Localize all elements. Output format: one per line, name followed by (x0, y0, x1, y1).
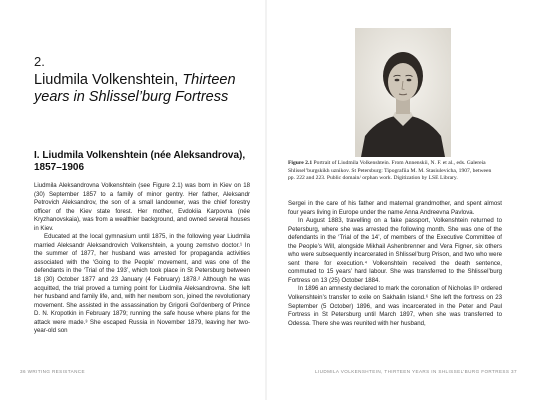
section-heading: I. Liudmila Volkenshtein (née Aleksandrova), 1857–1906 (34, 150, 246, 173)
chapter-title-italic: Thirteen years in Shlissel’burg Fortress (34, 72, 236, 105)
paragraph: In 1896 an amnesty declared to mark the coronation of Nicholas II⁵ ordered Volkenshtein’s transfer to exile on Sakhalin Island.⁶ She left the fortress on 23 September (5 October) 1896, and was incarcerated in the Peter and Paul Fortress in St Petersburg until March 1897, when she was transferred to Odessa. There she was reunited with her husband, (288, 285, 502, 327)
paragraph: In August 1883, travelling on a fake passport, Volkenshtein returned to Petersburg, where she was arrested the following month. She was one of the defendants in the ‘Trial of the 14’, of members of the Executive Committee of the People’s Will, alongside Mikhail Ashenbrenner and Vera Figner, six others who were subsequently incarcerated in Shlissel’burg Prison, and two who were sent there for execution.⁴ Volkenshtein received the death sentence, commuted to 15 years’ hard labour. She was transferred to the Shlissel’burg Fortress on 13 (25) October 1884. (288, 217, 502, 284)
chapter-title-roman: Liudmila Volkenshtein, (34, 72, 183, 88)
figure-caption (288, 160, 496, 183)
left-body-text (34, 182, 250, 336)
chapter-title (34, 72, 249, 106)
right-folio: LIUDMILA VOLKENSHTEIN, THIRTEEN YEARS IN SHLISSEL’BURG FORTRESS 37 (315, 369, 517, 374)
caption-text: Portrait of Liudmila Volkenshtein. From Annenskii, N. F. et al., eds. Galereia Shlissel’burgskikh uznikov. St Petersburg: Tipografiia M. M. Stasiulevicha, 1907, between pp. 222 and 223. Public domain/ orphan work. Digitization by LSE Library. (288, 160, 492, 182)
portrait-photo-image (355, 28, 451, 157)
paragraph: Liudmila Aleksandrovna Volkenshtein (see Figure 2.1) was born in Kiev on 18 (30) September 1857 to a family of minor gentry. Her father, Aleksandr Petrovich Aleksandrov, the son of a small landowner, was the chief forestry officer of the Kiev state forest. Her mother, Evdokiia Karpovna (née Kryzhanovskaia), was from a wealthier background, and owned several houses in Kiev. (34, 182, 250, 232)
left-folio: 36 WRITING RESISTANCE (20, 369, 85, 374)
caption-label: Figure 2.1 (288, 160, 313, 166)
left-page (0, 0, 266, 400)
portrait-photo (355, 28, 451, 157)
right-body-text (288, 200, 502, 328)
paragraph: Sergei in the care of his father and maternal grandmother, and spent almost four years living in Europe under the name Anna Andreevna Pavlova. (288, 200, 502, 216)
chapter-number: 2. (34, 54, 45, 69)
paragraph: Educated at the local gymnasium until 1875, in the following year Liudmila married Aleksandr Aleksandrovich Volkenshtein, a young zemstvo doctor.¹ In the summer of 1877, her husband was arrested for propaganda activities associated with the ‘Going to the People’ movement, and was one of the defendants in the ‘Trial of the 193’, which took place in St Petersburg between 18 (30) October 1877 and 23 January (4 February) 1878.² Although he was acquitted, the trial proved a turning point for Liudmila Aleksandrovna. She left her husband and family life, and, with her newborn son, joined the revolutionary movement. She assisted in the assassination by Grigorii Gol’denberg of Prince D. N. Kropotkin in February 1879; running the safe house where plans for the attack were made.³ She escaped Russia in November 1879, leaving her two-year-old son (34, 233, 250, 335)
